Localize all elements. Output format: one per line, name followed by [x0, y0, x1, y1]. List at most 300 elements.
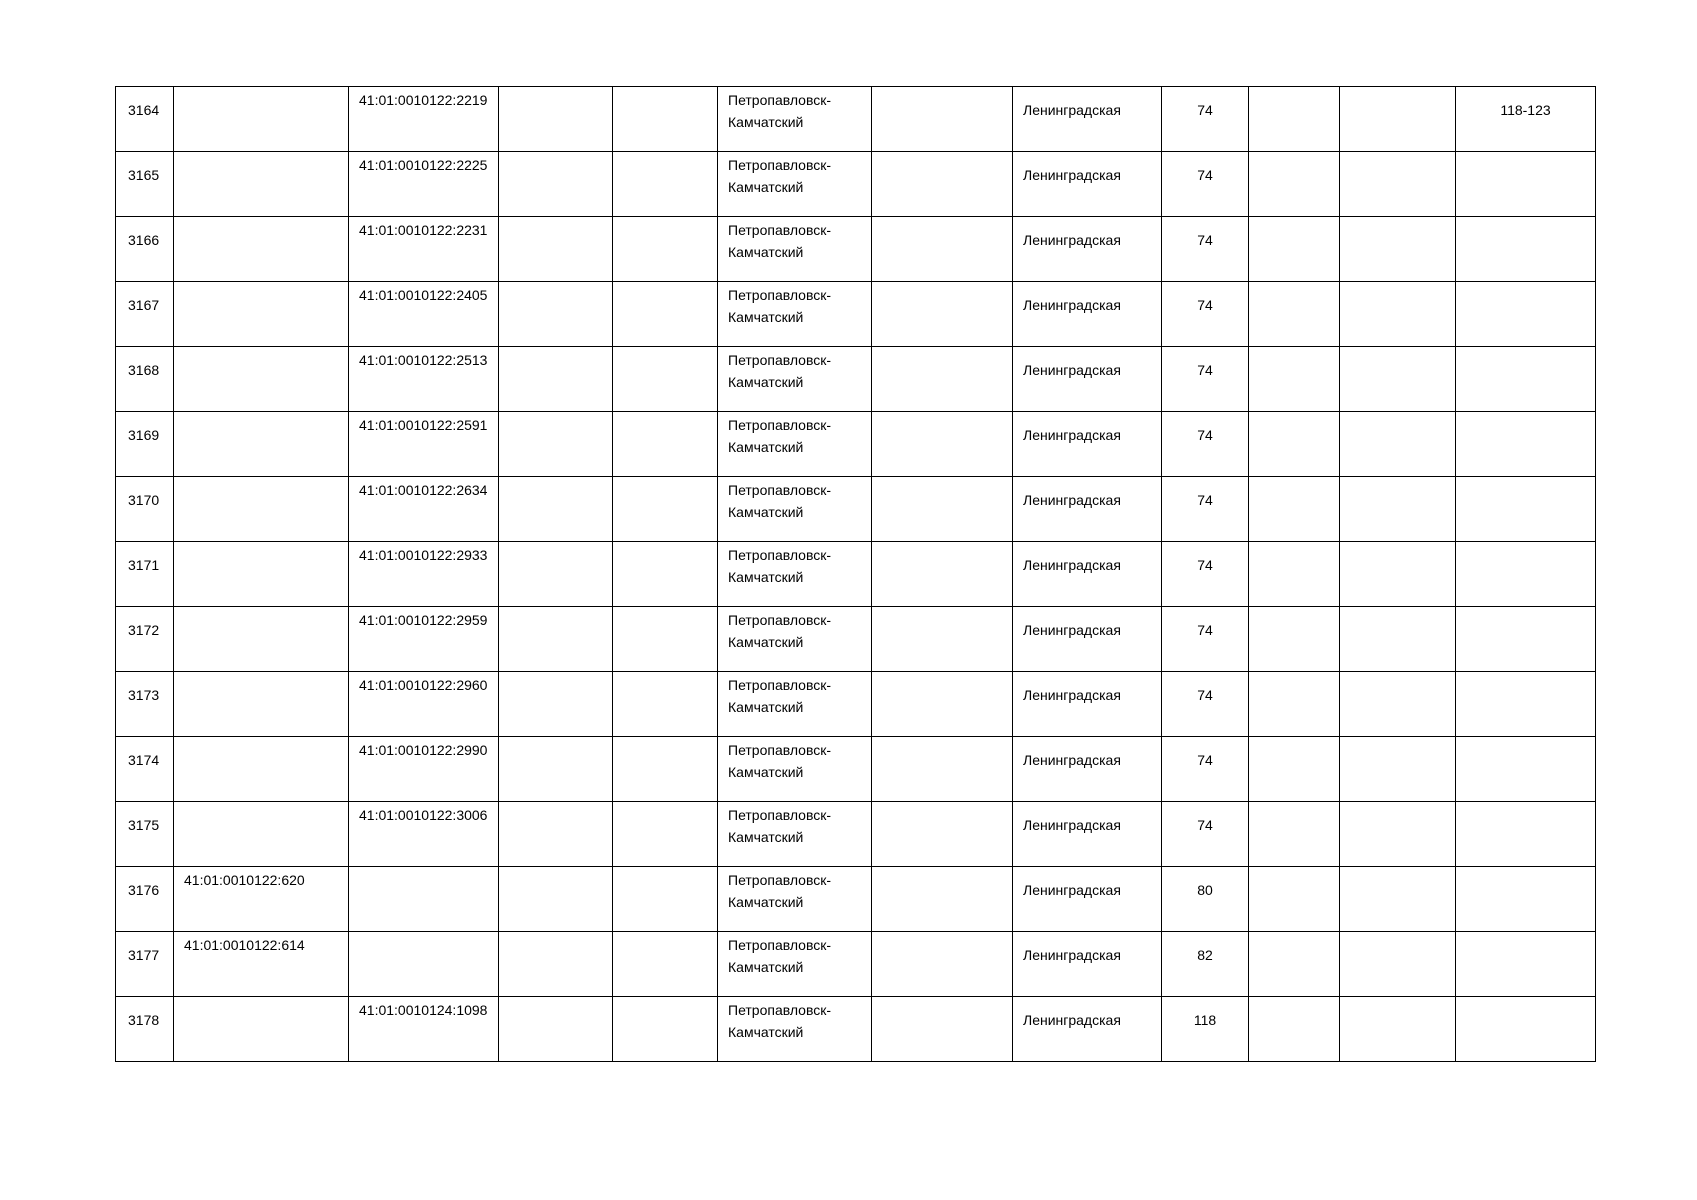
empty-cell [1249, 607, 1340, 672]
apartment-range-cell-text [1456, 932, 1595, 944]
row-number-cell [116, 997, 174, 1062]
empty-cell [499, 217, 613, 282]
empty-cell-text [613, 412, 717, 414]
empty-cell [872, 932, 1013, 997]
city-cell-text: Петропавловск-Камчатский [728, 92, 832, 130]
apartment-range-cell-text [1456, 347, 1595, 359]
cadastral-number-room-cell-text: 41:01:0010122:2960 [359, 677, 488, 693]
apartment-range-cell [1456, 87, 1596, 152]
empty-cell-text [1249, 542, 1339, 544]
cadastral-number-cell-text [174, 737, 348, 739]
table-row [116, 997, 1596, 1062]
apartment-range-cell-text: 118-123 [1500, 102, 1551, 118]
row-number-cell-text: 3176 [128, 882, 160, 898]
cadastral-number-cell-text: 41:01:0010122:614 [184, 937, 305, 953]
cadastral-number-cell-text [174, 607, 348, 609]
cadastral-number-cell-text [174, 152, 348, 154]
row-number-cell-text: 3169 [128, 427, 160, 443]
empty-cell-text [613, 672, 717, 674]
cadastral-number-cell-text [174, 542, 348, 544]
street-cell [1013, 87, 1162, 152]
cadastral-number-room-cell-text: 41:01:0010122:2405 [359, 287, 488, 303]
row-number-cell [116, 152, 174, 217]
street-cell [1013, 282, 1162, 347]
city-cell-text: Петропавловск-Камчатский [728, 352, 832, 390]
house-number-cell [1162, 477, 1249, 542]
table-row [116, 542, 1596, 607]
empty-cell [1340, 282, 1456, 347]
street-cell-text: Ленинградская [1023, 1012, 1121, 1028]
empty-cell-text [499, 607, 612, 609]
house-number-cell [1162, 997, 1249, 1062]
cadastral-number-room-cell-text: 41:01:0010122:2959 [359, 612, 488, 628]
empty-cell-text [1340, 997, 1455, 999]
empty-cell-text [1340, 867, 1455, 869]
empty-cell-text [1340, 737, 1455, 739]
house-number-cell [1162, 737, 1249, 802]
city-cell [718, 672, 872, 737]
house-number-cell [1162, 87, 1249, 152]
apartment-range-cell-text [1456, 607, 1595, 619]
cadastral-number-room-cell [349, 932, 499, 997]
empty-cell [499, 867, 613, 932]
empty-cell-text [613, 217, 717, 219]
empty-cell-text [1340, 607, 1455, 609]
cadastral-number-room-cell [349, 152, 499, 217]
empty-cell [613, 217, 718, 282]
cadastral-number-cell [174, 672, 349, 737]
empty-cell-text [1340, 347, 1455, 349]
empty-cell [1340, 672, 1456, 737]
house-number-cell-text: 74 [1197, 232, 1213, 248]
empty-cell-text [872, 737, 1012, 739]
table-row [116, 672, 1596, 737]
empty-cell [1249, 152, 1340, 217]
city-cell-text: Петропавловск-Камчатский [728, 742, 832, 780]
cadastral-number-cell [174, 217, 349, 282]
empty-cell [1249, 997, 1340, 1062]
cadastral-number-room-cell [349, 477, 499, 542]
city-cell [718, 737, 872, 802]
street-cell-text: Ленинградская [1023, 102, 1121, 118]
city-cell [718, 542, 872, 607]
empty-cell [1249, 867, 1340, 932]
empty-cell-text [499, 152, 612, 154]
cadastral-number-room-cell-text: 41:01:0010122:2219 [359, 92, 488, 108]
house-number-cell-text: 74 [1197, 687, 1213, 703]
cadastral-number-cell [174, 87, 349, 152]
house-number-cell-text: 74 [1197, 622, 1213, 638]
street-cell-text: Ленинградская [1023, 882, 1121, 898]
cadastral-number-room-cell-text [349, 932, 498, 934]
empty-cell [872, 867, 1013, 932]
empty-cell-text [613, 997, 717, 999]
empty-cell-text [499, 932, 612, 934]
row-number-cell [116, 412, 174, 477]
house-number-cell-text: 74 [1197, 557, 1213, 573]
empty-cell [1249, 477, 1340, 542]
row-number-cell-text: 3174 [128, 752, 160, 768]
house-number-cell-text: 74 [1197, 362, 1213, 378]
empty-cell [872, 997, 1013, 1062]
apartment-range-cell [1456, 932, 1596, 997]
row-number-cell-text: 3173 [128, 687, 160, 703]
city-cell [718, 607, 872, 672]
empty-cell-text [1249, 282, 1339, 284]
empty-cell-text [1340, 87, 1455, 89]
empty-cell [613, 152, 718, 217]
empty-cell [1340, 412, 1456, 477]
empty-cell-text [872, 347, 1012, 349]
table-row [116, 737, 1596, 802]
city-cell-text: Петропавловск-Камчатский [728, 547, 832, 585]
empty-cell-text [613, 477, 717, 479]
empty-cell [872, 607, 1013, 672]
cadastral-number-room-cell-text: 41:01:0010122:2231 [359, 222, 488, 238]
empty-cell [499, 932, 613, 997]
street-cell [1013, 802, 1162, 867]
street-cell [1013, 347, 1162, 412]
empty-cell-text [1249, 607, 1339, 609]
cadastral-number-room-cell-text: 41:01:0010124:1098 [359, 1002, 488, 1018]
cadastral-number-room-cell [349, 412, 499, 477]
empty-cell [872, 347, 1013, 412]
cadastral-number-room-cell [349, 542, 499, 607]
empty-cell [499, 607, 613, 672]
street-cell [1013, 542, 1162, 607]
empty-cell [1340, 152, 1456, 217]
empty-cell [499, 87, 613, 152]
empty-cell [872, 672, 1013, 737]
empty-cell [499, 672, 613, 737]
empty-cell [613, 867, 718, 932]
table-row [116, 607, 1596, 672]
empty-cell [499, 542, 613, 607]
city-cell-text: Петропавловск-Камчатский [728, 807, 832, 845]
row-number-cell [116, 87, 174, 152]
row-number-cell [116, 932, 174, 997]
apartment-range-cell-text [1456, 217, 1595, 229]
empty-cell-text [872, 152, 1012, 154]
cadastral-number-room-cell [349, 802, 499, 867]
house-number-cell-text: 74 [1197, 102, 1213, 118]
street-cell [1013, 932, 1162, 997]
empty-cell [613, 412, 718, 477]
city-cell [718, 867, 872, 932]
empty-cell [1340, 87, 1456, 152]
empty-cell-text [499, 282, 612, 284]
cadastral-number-room-cell-text: 41:01:0010122:2990 [359, 742, 488, 758]
empty-cell-text [1340, 542, 1455, 544]
house-number-cell [1162, 932, 1249, 997]
row-number-cell [116, 217, 174, 282]
table-row [116, 87, 1596, 152]
empty-cell-text [499, 672, 612, 674]
empty-cell-text [1340, 282, 1455, 284]
empty-cell [613, 802, 718, 867]
row-number-cell-text: 3166 [128, 232, 160, 248]
street-cell-text: Ленинградская [1023, 492, 1121, 508]
apartment-range-cell-text [1456, 737, 1595, 749]
row-number-cell-text: 3172 [128, 622, 160, 638]
cadastral-number-cell-text [174, 802, 348, 804]
empty-cell [1249, 932, 1340, 997]
apartment-range-cell [1456, 477, 1596, 542]
street-cell [1013, 152, 1162, 217]
empty-cell [872, 152, 1013, 217]
empty-cell-text [1340, 802, 1455, 804]
street-cell-text: Ленинградская [1023, 752, 1121, 768]
empty-cell-text [499, 347, 612, 349]
empty-cell-text [1249, 997, 1339, 999]
house-number-cell [1162, 867, 1249, 932]
city-cell-text: Петропавловск-Камчатский [728, 612, 832, 650]
street-cell-text: Ленинградская [1023, 297, 1121, 313]
city-cell [718, 477, 872, 542]
empty-cell [613, 282, 718, 347]
empty-cell [872, 412, 1013, 477]
cadastral-number-cell [174, 867, 349, 932]
row-number-cell-text: 3168 [128, 362, 160, 378]
empty-cell-text [872, 477, 1012, 479]
cadastral-number-cell-text [174, 997, 348, 999]
cadastral-number-cell-text [174, 412, 348, 414]
empty-cell-text [1249, 217, 1339, 219]
street-cell-text: Ленинградская [1023, 362, 1121, 378]
empty-cell-text [499, 997, 612, 999]
cadastral-number-cell [174, 997, 349, 1062]
empty-cell-text [613, 932, 717, 934]
street-cell [1013, 607, 1162, 672]
empty-cell [1249, 87, 1340, 152]
city-cell [718, 412, 872, 477]
table-row [116, 867, 1596, 932]
cadastral-number-room-cell [349, 672, 499, 737]
empty-cell [1249, 217, 1340, 282]
city-cell-text: Петропавловск-Камчатский [728, 872, 832, 910]
apartment-range-cell [1456, 347, 1596, 412]
cadastral-number-room-cell [349, 217, 499, 282]
city-cell [718, 217, 872, 282]
empty-cell-text [1249, 477, 1339, 479]
city-cell-text: Петропавловск-Камчатский [728, 287, 832, 325]
cadastral-number-room-cell [349, 607, 499, 672]
cadastral-number-room-cell [349, 997, 499, 1062]
empty-cell [1249, 737, 1340, 802]
empty-cell [1340, 932, 1456, 997]
city-cell [718, 152, 872, 217]
street-cell [1013, 737, 1162, 802]
city-cell [718, 87, 872, 152]
empty-cell-text [1340, 932, 1455, 934]
row-number-cell [116, 347, 174, 412]
street-cell [1013, 412, 1162, 477]
apartment-range-cell [1456, 217, 1596, 282]
empty-cell-text [872, 607, 1012, 609]
empty-cell-text [499, 217, 612, 219]
cadastral-number-cell-text [174, 87, 348, 89]
empty-cell-text [872, 997, 1012, 999]
cadastral-number-cell [174, 412, 349, 477]
street-cell [1013, 867, 1162, 932]
empty-cell [872, 87, 1013, 152]
empty-cell-text [872, 217, 1012, 219]
apartment-range-cell-text [1456, 867, 1595, 879]
apartment-range-cell-text [1456, 542, 1595, 554]
house-number-cell-text: 74 [1197, 167, 1213, 183]
empty-cell-text [613, 607, 717, 609]
empty-cell [1340, 607, 1456, 672]
apartment-range-cell [1456, 672, 1596, 737]
house-number-cell [1162, 542, 1249, 607]
empty-cell-text [872, 412, 1012, 414]
city-cell [718, 802, 872, 867]
table-row [116, 217, 1596, 282]
apartment-range-cell-text [1456, 152, 1595, 164]
row-number-cell-text: 3167 [128, 297, 160, 313]
cadastral-number-room-cell-text: 41:01:0010122:2591 [359, 417, 488, 433]
empty-cell [872, 802, 1013, 867]
street-cell-text: Ленинградская [1023, 167, 1121, 183]
house-number-cell-text: 80 [1197, 882, 1213, 898]
apartment-range-cell [1456, 997, 1596, 1062]
row-number-cell [116, 542, 174, 607]
empty-cell-text [499, 737, 612, 739]
empty-cell-text [613, 737, 717, 739]
empty-cell [613, 997, 718, 1062]
row-number-cell-text: 3170 [128, 492, 160, 508]
empty-cell-text [613, 152, 717, 154]
empty-cell-text [1249, 347, 1339, 349]
empty-cell [872, 542, 1013, 607]
cadastral-number-room-cell [349, 737, 499, 802]
city-cell [718, 932, 872, 997]
cadastral-number-cell-text [174, 672, 348, 674]
street-cell [1013, 672, 1162, 737]
house-number-cell [1162, 217, 1249, 282]
apartment-range-cell-text [1456, 477, 1595, 489]
cadastral-number-room-cell [349, 347, 499, 412]
cadastral-number-cell-text [174, 347, 348, 349]
empty-cell-text [1249, 87, 1339, 89]
empty-cell [1249, 672, 1340, 737]
city-cell [718, 997, 872, 1062]
cadastral-number-cell [174, 802, 349, 867]
table-row [116, 932, 1596, 997]
cadastral-number-cell [174, 542, 349, 607]
empty-cell-text [1249, 737, 1339, 739]
empty-cell-text [613, 802, 717, 804]
empty-cell-text [613, 87, 717, 89]
table-row [116, 802, 1596, 867]
empty-cell [1340, 347, 1456, 412]
empty-cell-text [1249, 867, 1339, 869]
cadastral-number-cell-text [174, 217, 348, 219]
empty-cell-text [499, 802, 612, 804]
empty-cell-text [613, 542, 717, 544]
empty-cell-text [872, 932, 1012, 934]
row-number-cell [116, 477, 174, 542]
empty-cell-text [1249, 802, 1339, 804]
empty-cell [872, 217, 1013, 282]
empty-cell [1340, 997, 1456, 1062]
row-number-cell-text: 3175 [128, 817, 160, 833]
cadastral-number-cell [174, 607, 349, 672]
empty-cell-text [613, 867, 717, 869]
street-cell [1013, 477, 1162, 542]
empty-cell [613, 932, 718, 997]
cadastral-number-room-cell-text [349, 867, 498, 869]
empty-cell-text [872, 87, 1012, 89]
street-cell-text: Ленинградская [1023, 622, 1121, 638]
apartment-range-cell [1456, 867, 1596, 932]
house-number-cell-text: 74 [1197, 492, 1213, 508]
empty-cell [1340, 477, 1456, 542]
cadastral-number-cell [174, 282, 349, 347]
empty-cell [1340, 737, 1456, 802]
house-number-cell [1162, 607, 1249, 672]
empty-cell [1249, 347, 1340, 412]
apartment-range-cell [1456, 412, 1596, 477]
house-number-cell [1162, 672, 1249, 737]
apartment-range-cell-text [1456, 672, 1595, 684]
cadastral-number-cell [174, 477, 349, 542]
empty-cell [613, 737, 718, 802]
empty-cell [613, 477, 718, 542]
street-cell-text: Ленинградская [1023, 557, 1121, 573]
apartment-range-cell [1456, 607, 1596, 672]
cadastral-number-room-cell [349, 87, 499, 152]
registry-table [115, 86, 1596, 1062]
row-number-cell [116, 802, 174, 867]
empty-cell [1249, 282, 1340, 347]
apartment-range-cell-text [1456, 412, 1595, 424]
table-row [116, 477, 1596, 542]
empty-cell [872, 282, 1013, 347]
row-number-cell-text: 3177 [128, 947, 160, 963]
house-number-cell-text: 74 [1197, 817, 1213, 833]
empty-cell-text [872, 282, 1012, 284]
empty-cell [499, 997, 613, 1062]
house-number-cell-text: 82 [1197, 947, 1213, 963]
empty-cell [1340, 802, 1456, 867]
empty-cell [613, 607, 718, 672]
cadastral-number-cell [174, 737, 349, 802]
empty-cell [613, 87, 718, 152]
row-number-cell-text: 3171 [128, 557, 160, 573]
house-number-cell [1162, 152, 1249, 217]
empty-cell-text [499, 542, 612, 544]
empty-cell-text [872, 672, 1012, 674]
empty-cell-text [1340, 672, 1455, 674]
empty-cell-text [1249, 672, 1339, 674]
house-number-cell-text: 74 [1197, 427, 1213, 443]
empty-cell [1249, 542, 1340, 607]
row-number-cell [116, 672, 174, 737]
empty-cell-text [1249, 152, 1339, 154]
empty-cell-text [872, 802, 1012, 804]
city-cell [718, 282, 872, 347]
empty-cell-text [499, 412, 612, 414]
empty-cell-text [499, 87, 612, 89]
row-number-cell [116, 737, 174, 802]
table-row [116, 412, 1596, 477]
empty-cell [1340, 217, 1456, 282]
table-row [116, 282, 1596, 347]
empty-cell [872, 477, 1013, 542]
apartment-range-cell [1456, 152, 1596, 217]
house-number-cell-text: 74 [1197, 752, 1213, 768]
